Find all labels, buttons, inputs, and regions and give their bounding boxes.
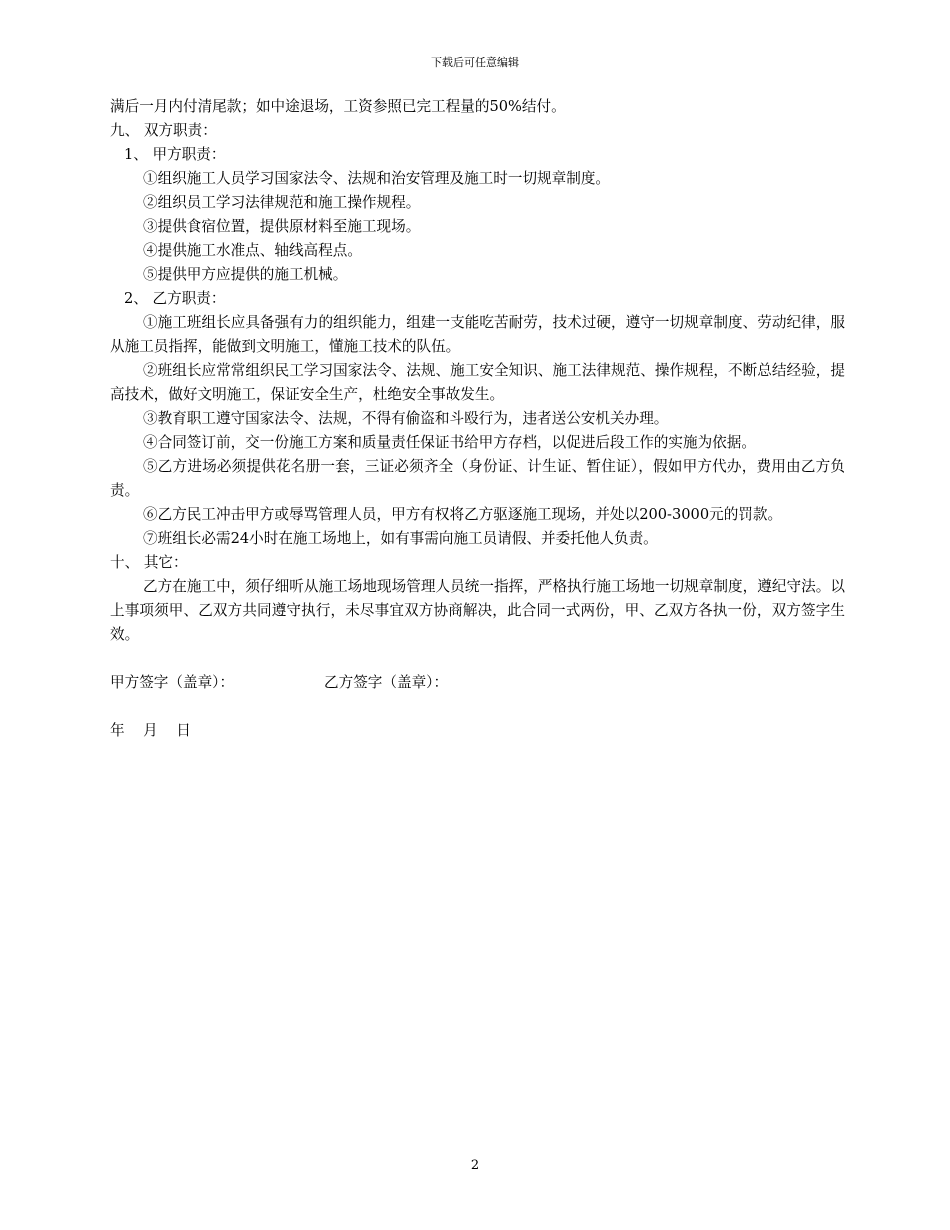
party-b-duty-item: ⑤乙方进场必须提供花名册一套，三证必须齐全（身份证、计生证、暂住证），假如甲方代办，费用由乙方负责。 <box>110 458 845 499</box>
party-b-duties-title: 2、 乙方职责： <box>124 290 226 307</box>
payment-clause-line: 满后一月内付清尾款；如中途退场，工资参照已完工程量的50%结付。 <box>110 98 566 115</box>
party-b-signature-label: 乙方签字（盖章）： <box>324 674 449 691</box>
spacer <box>110 647 845 671</box>
party-a-duty-item: ③提供食宿位置，提供原材料至施工现场。 <box>143 218 421 235</box>
party-a-duty-item: ②组织员工学习法律规范和施工操作规程。 <box>143 194 421 211</box>
party-b-duty-item: ⑦班组长必需24小时在施工场地上，如有事需向施工员请假、并委托他人负责。 <box>143 530 658 547</box>
section-10-title: 十、 其它： <box>110 554 188 571</box>
spacer <box>110 695 845 719</box>
party-b-duty-item: ⑥乙方民工冲击甲方或辱骂管理人员，甲方有权将乙方驱逐施工现场，并处以200-3000元的罚款。 <box>143 506 783 523</box>
page-header: 下载后可任意编辑 <box>431 56 519 69</box>
party-a-duty-item: ⑤提供甲方应提供的施工机械。 <box>143 266 348 283</box>
party-b-duty-item: ②班组长应常常组织民工学习国家法令、法规、施工安全知识、施工法律规范、操作规程，不断总结经验，提高技术，做好文明施工，保证安全生产，杜绝安全事故发生。 <box>110 362 845 403</box>
section-9-title: 九、 双方职责： <box>110 122 217 139</box>
party-b-duty-item: ③教育职工遵守国家法令、法规，不得有偷盗和斗殴行为，违者送公安机关办理。 <box>143 410 669 427</box>
party-b-duty-item: ①施工班组长应具备强有力的组织能力，组建一支能吃苦耐劳，技术过硬，遵守一切规章制度、劳动纪律，服从施工员指挥，能做到文明施工，懂施工技术的队伍。 <box>110 314 845 355</box>
page-number: 2 <box>470 1158 480 1173</box>
party-a-duty-item: ④提供施工水准点、轴线高程点。 <box>143 242 362 259</box>
date-line: 年 月 日 <box>110 722 191 739</box>
party-a-duty-item: ①组织施工人员学习国家法令、法规和治安管理及施工时一切规章制度。 <box>143 170 611 187</box>
party-a-signature-label: 甲方签字（盖章）： <box>110 674 235 691</box>
signature-row <box>110 671 845 695</box>
document-body <box>110 95 845 743</box>
party-b-duty-item: ④合同签订前，交一份施工方案和质量责任保证书给甲方存档，以促进后段工作的实施为依据。 <box>143 434 756 451</box>
party-a-duties-title: 1、 甲方职责： <box>124 146 226 163</box>
section-10-body: 乙方在施工中，须仔细听从施工场地现场管理人员统一指挥，严格执行施工场地一切规章制度，遵纪守法。以上事项须甲、乙双方共同遵守执行，未尽事宜双方协商解决，此合同一式两份，甲、乙双方各执一份，双方签字生效。 <box>110 578 845 643</box>
